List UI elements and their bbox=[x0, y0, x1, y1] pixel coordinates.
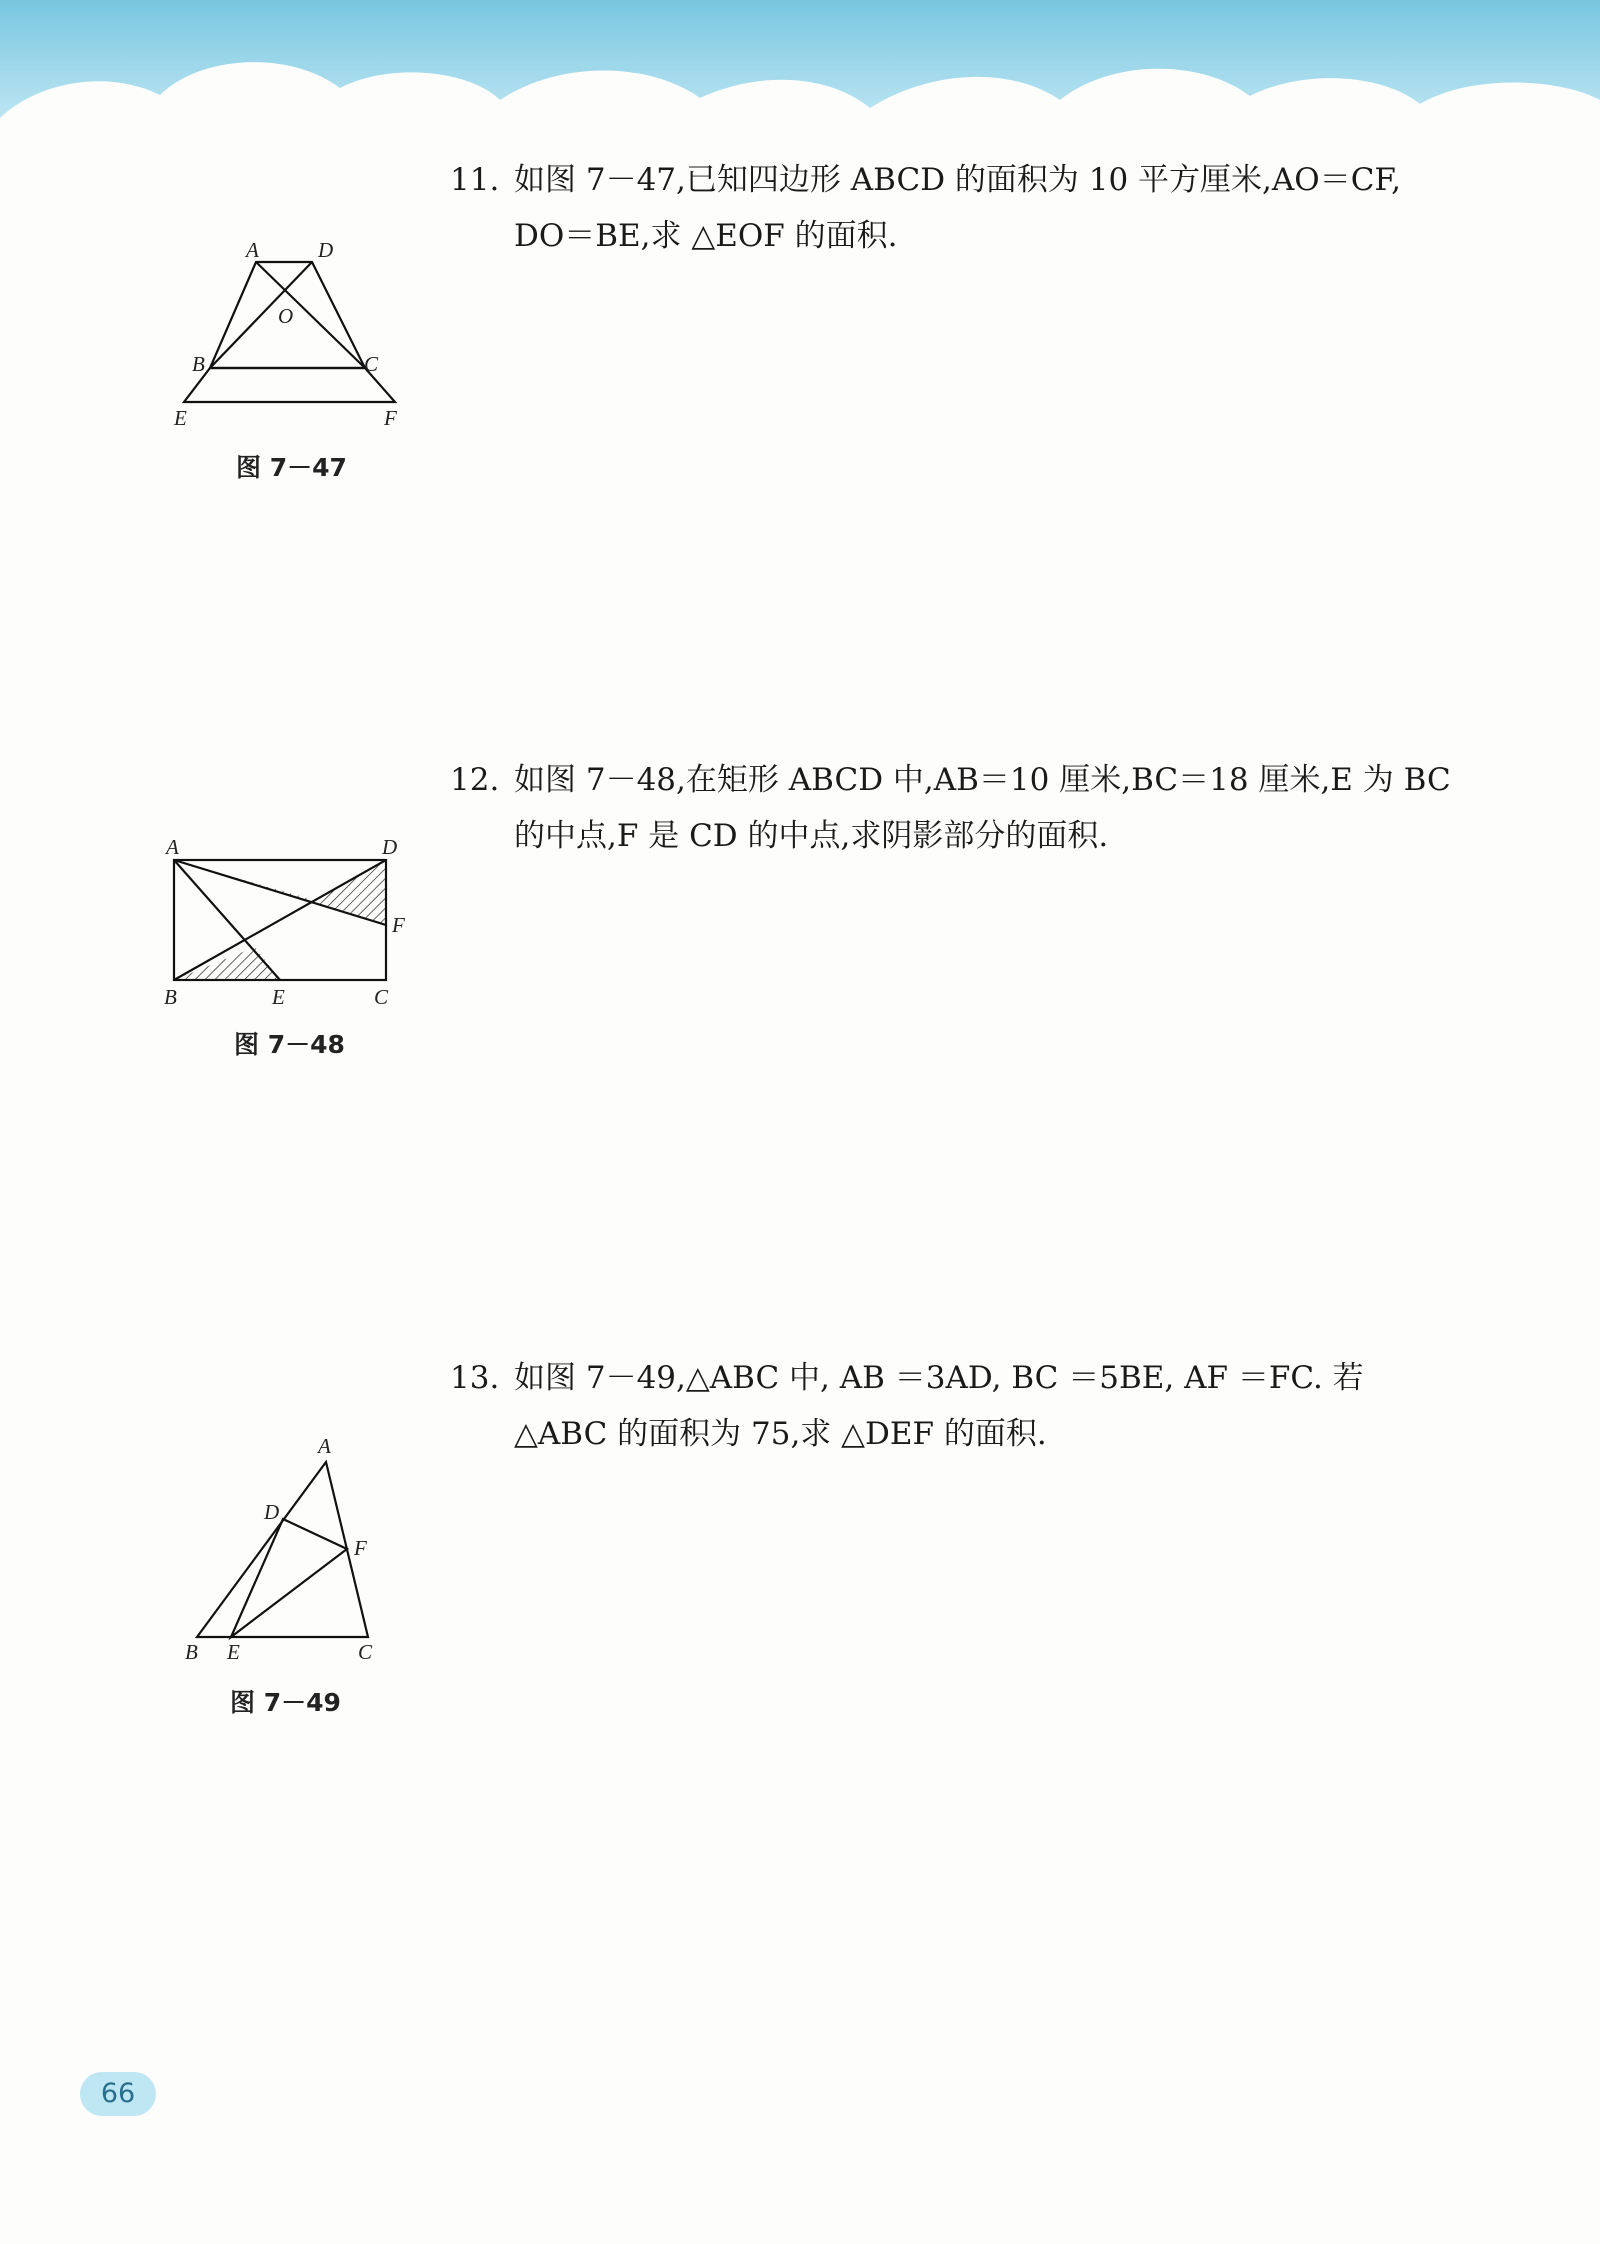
problem-11-text-1: 如图 7－47,已知四边形 ABCD 的面积为 10 平方厘米,AO＝CF, bbox=[514, 162, 1401, 198]
label-F: F bbox=[384, 406, 397, 430]
problem-12-text-1: 如图 7－48,在矩形 ABCD 中,AB＝10 厘米,BC＝18 厘米,E 为 BC bbox=[514, 762, 1451, 798]
figure-7-47-caption: 图 7－47 bbox=[236, 453, 347, 482]
label-E: E bbox=[174, 406, 187, 430]
label-B: B bbox=[164, 985, 177, 1009]
label-A: A bbox=[246, 238, 259, 262]
problem-13-line2: △ABC 的面积为 75,求 △DEF 的面积. bbox=[514, 1416, 1047, 1452]
figure-7-49-caption: 图 7－49 bbox=[230, 1688, 341, 1717]
problem-12-line1 bbox=[450, 752, 1490, 808]
label-E: E bbox=[227, 1640, 240, 1664]
label-C: C bbox=[358, 1640, 373, 1664]
problem-11 bbox=[450, 152, 1490, 264]
problem-11-line1 bbox=[450, 152, 1490, 208]
figure-7-48 bbox=[160, 836, 430, 1016]
problem-12-line2: 的中点,F 是 CD 的中点,求阴影部分的面积. bbox=[514, 818, 1109, 854]
label-E: E bbox=[272, 985, 285, 1009]
label-F: F bbox=[354, 1536, 367, 1560]
header-cloud-band bbox=[0, 0, 1600, 170]
problem-13-line1 bbox=[450, 1350, 1490, 1406]
label-A: A bbox=[166, 835, 179, 859]
page-number: 66 bbox=[80, 2072, 156, 2116]
label-A: A bbox=[318, 1434, 331, 1458]
problem-11-line2: DO＝BE,求 △EOF 的面积. bbox=[514, 218, 898, 254]
label-B: B bbox=[185, 1640, 198, 1664]
label-O: O bbox=[278, 304, 294, 328]
figure-7-48-caption: 图 7－48 bbox=[234, 1030, 345, 1059]
label-C: C bbox=[374, 985, 389, 1009]
figure-7-49 bbox=[180, 1425, 400, 1665]
figure-7-47 bbox=[170, 235, 430, 435]
problem-13-number: 13. bbox=[450, 1360, 500, 1396]
label-D: D bbox=[382, 835, 398, 859]
problem-11-number: 11. bbox=[450, 162, 500, 198]
label-C: C bbox=[364, 352, 379, 376]
label-B: B bbox=[192, 352, 205, 376]
label-F: F bbox=[392, 913, 405, 937]
problem-12 bbox=[450, 752, 1490, 864]
label-D: D bbox=[264, 1500, 280, 1524]
problem-13 bbox=[450, 1350, 1490, 1462]
problem-13-text-1: 如图 7－49,△ABC 中, AB ＝3AD, BC ＝5BE, AF ＝FC. 若 bbox=[514, 1360, 1364, 1396]
problem-12-number: 12. bbox=[450, 762, 500, 798]
label-D: D bbox=[318, 238, 334, 262]
